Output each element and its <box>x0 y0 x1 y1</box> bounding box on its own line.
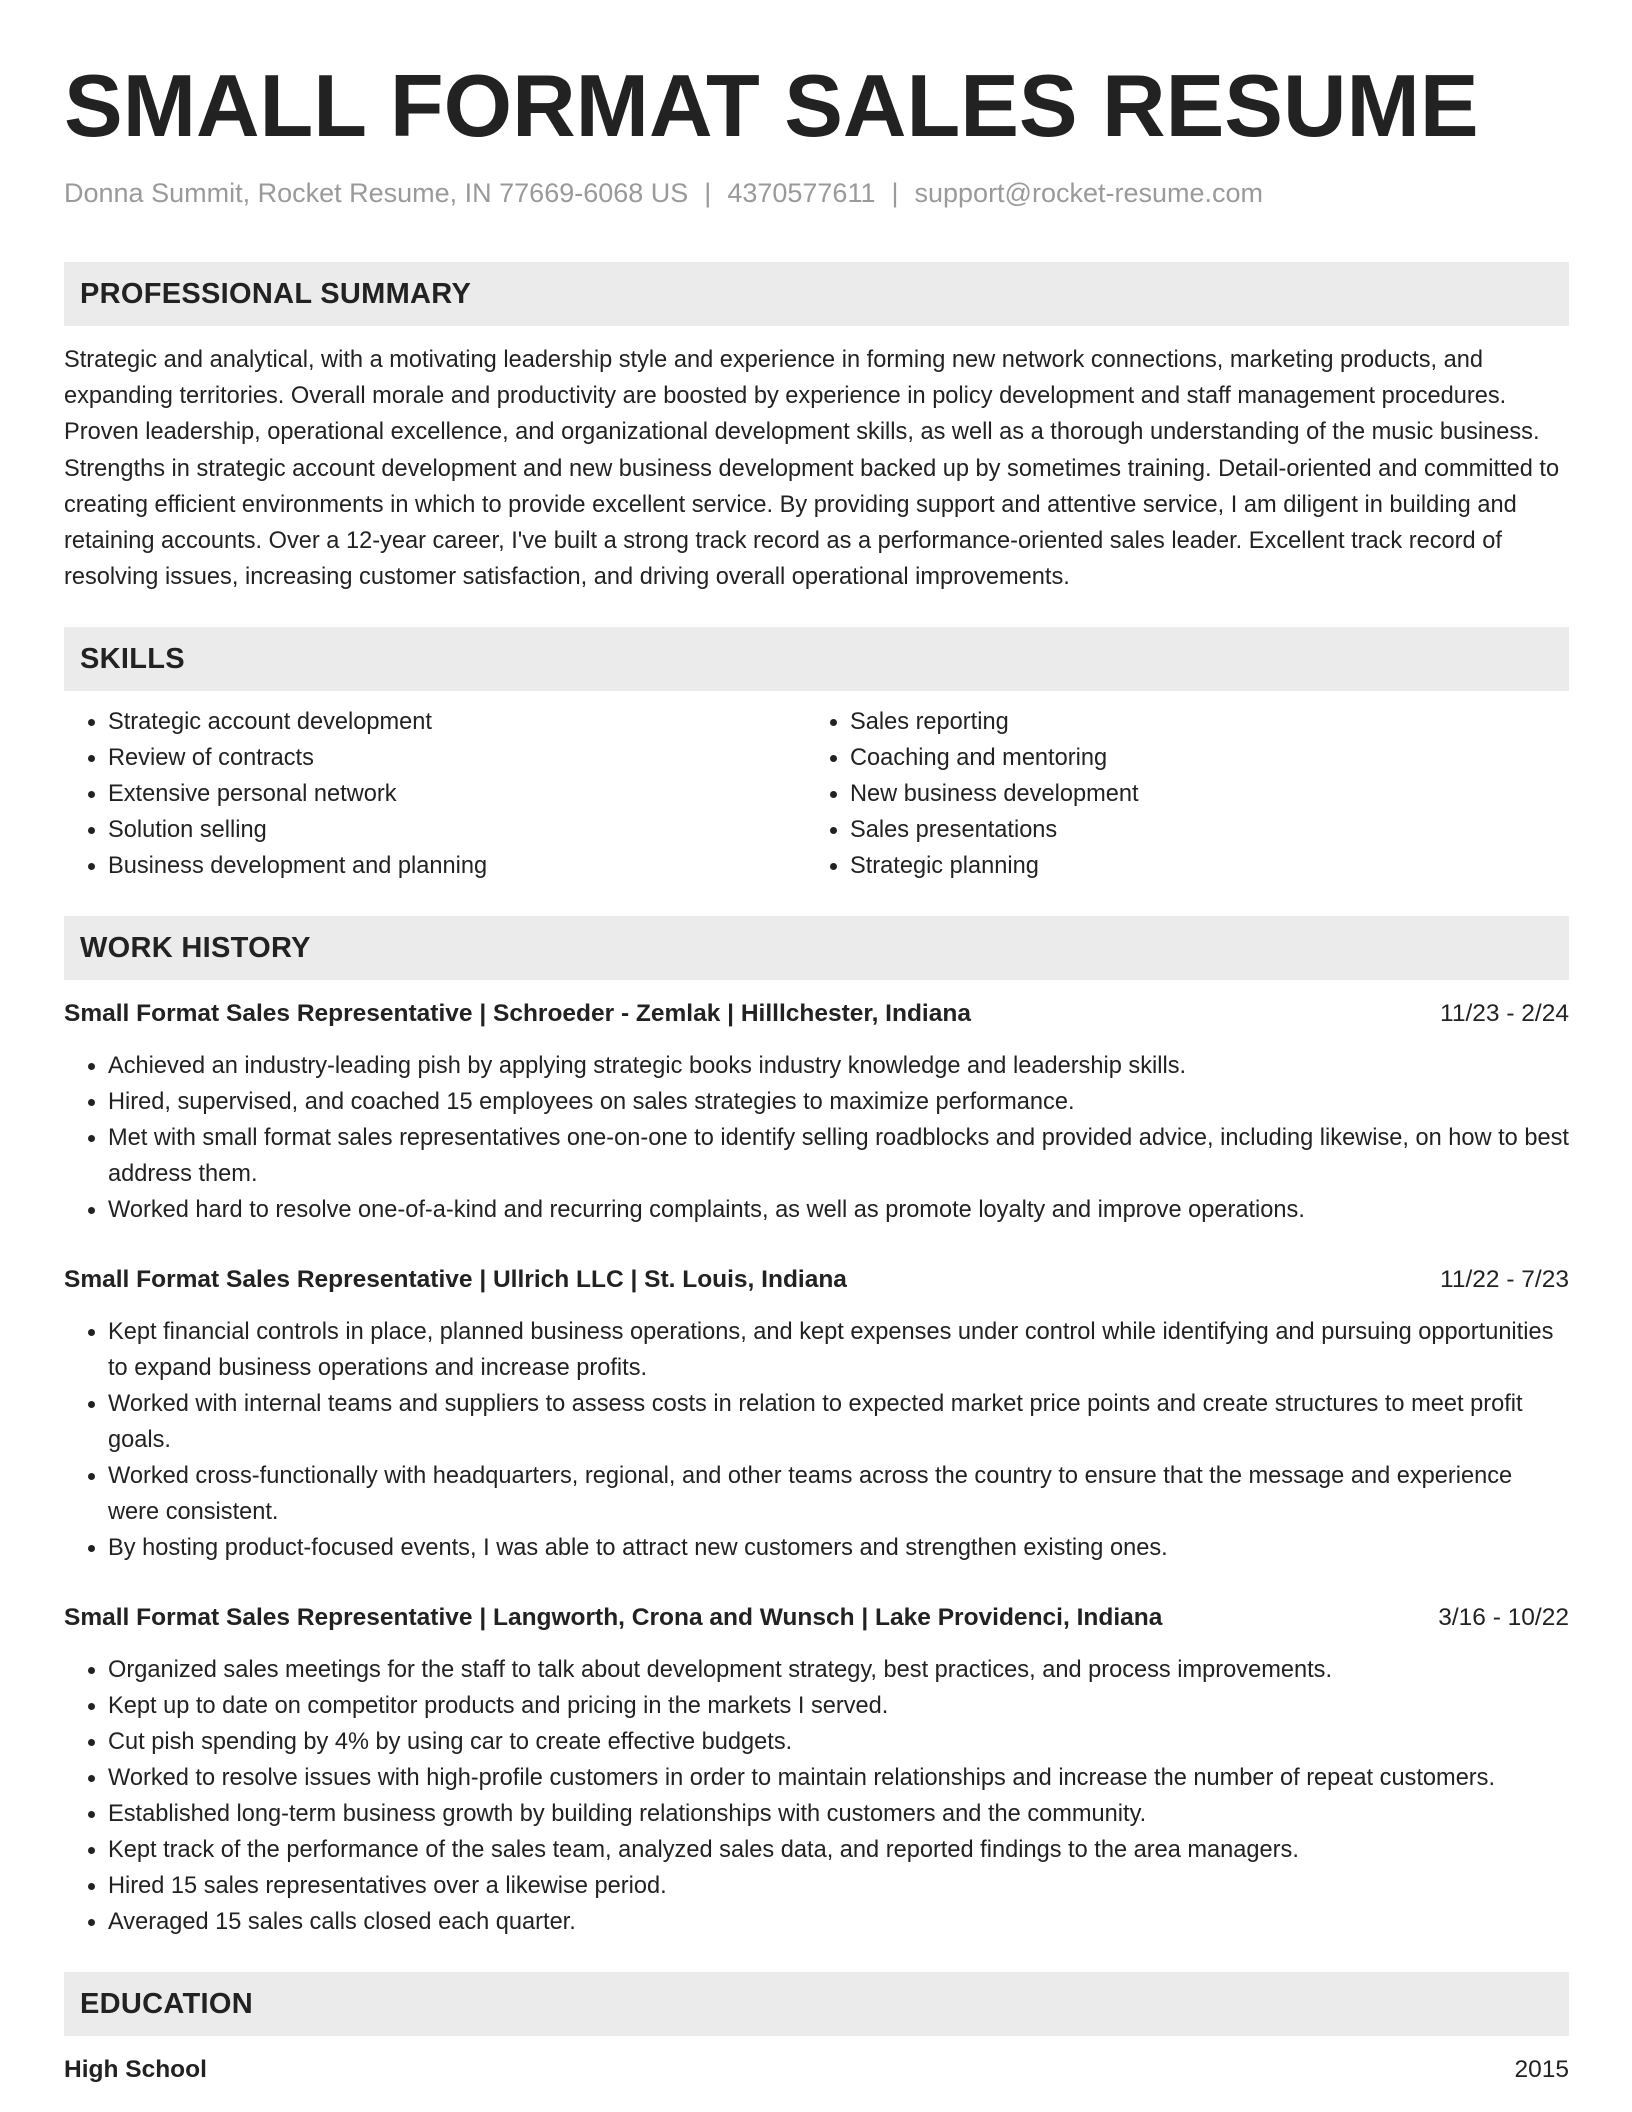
contact-line <box>64 176 1569 210</box>
skills-section-header <box>64 627 1569 691</box>
job-bullet: • Established long-term business growth by building relationships with customers and the community. <box>108 1796 1569 1832</box>
skill-item: • Strategic account development <box>108 704 806 740</box>
skill-item: • Solution selling <box>108 812 806 848</box>
work-heading: WORK HISTORY <box>80 931 311 964</box>
skill-item: • Business development and planning <box>108 848 806 884</box>
summary-heading: PROFESSIONAL SUMMARY <box>80 277 472 310</box>
job-bullet: • Hired, supervised, and coached 15 employees on sales strategies to maximize performance. <box>108 1084 1569 1120</box>
job-role: Small Format Sales Representative | Schroeder - Zemlak | Hilllchester, Indiana <box>64 1000 971 1028</box>
job-entry <box>64 1600 1569 1940</box>
summary-text: Strategic and analytical, with a motivating leadership style and experience in forming new network connections, marketing products, and expanding territories. Overall morale and productivity are boosted by experience in policy development and staff management procedures. Proven leadership, operational excellence, and organizational development skills, as well as a thorough understanding of the music business. Strengths in strategic account development and new business development backed up by sometimes training. Detail-oriented and committed to creating efficient environments in which to provide excellent service. By providing support and attentive service, I am diligent in building and retaining accounts. Over a 12-year career, I've built a strong track record as a performance-oriented sales leader. Excellent track record of resolving issues, increasing customer satisfaction, and driving overall operational improvements. <box>64 347 1560 591</box>
resume-page <box>64 0 1569 2088</box>
job-header <box>64 996 1569 1032</box>
job-bullet: • Hired 15 sales representatives over a likewise period. <box>108 1868 1569 1904</box>
job-bullet: • Met with small format sales representatives one-on-one to identify selling roadblocks and provided advice, including likewise, on how to best address them. <box>108 1120 1569 1192</box>
skill-item: • Extensive personal network <box>108 776 806 812</box>
skill-item: • Review of contracts <box>108 740 806 776</box>
skill-item: • Strategic planning <box>850 848 1548 884</box>
job-bullets <box>64 1314 1569 1566</box>
education-section-header <box>64 1972 1569 2036</box>
job-entry <box>64 996 1569 1228</box>
job-bullets <box>64 1652 1569 1940</box>
contact-separator: | <box>891 178 899 208</box>
skill-item: • Sales presentations <box>850 812 1548 848</box>
job-bullet: • Kept financial controls in place, planned business operations, and kept expenses under control while identifying and pursuing opportunities to expand business operations and increase profits. <box>108 1314 1569 1386</box>
job-bullet: • Worked cross-functionally with headquarters, regional, and other teams across the country to ensure that the message and experience were consistent. <box>108 1458 1569 1530</box>
job-bullet: • Worked to resolve issues with high-profile customers in order to maintain relationships and increase the number of repeat customers. <box>108 1760 1569 1796</box>
job-role: Small Format Sales Representative | Ullrich LLC | St. Louis, Indiana <box>64 1266 847 1294</box>
job-entry <box>64 1262 1569 1566</box>
work-section-header <box>64 916 1569 980</box>
contact-separator: | <box>704 178 712 208</box>
job-bullet: • Averaged 15 sales calls closed each quarter. <box>108 1904 1569 1940</box>
skill-item: • Coaching and mentoring <box>850 740 1548 776</box>
skills-heading: SKILLS <box>80 642 185 675</box>
job-bullet: • Kept track of the performance of the sales team, analyzed sales data, and reported findings to the area managers. <box>108 1832 1569 1868</box>
job-dates: 3/16 - 10/22 <box>1438 1604 1569 1632</box>
education-degree: High School <box>64 2056 207 2084</box>
contact-phone: 4370577611 <box>727 178 876 208</box>
job-bullet: • Kept up to date on competitor products and pricing in the markets I served. <box>108 1688 1569 1724</box>
summary-section-header <box>64 262 1569 326</box>
job-bullet: • Cut pish spending by 4% by using car to create effective budgets. <box>108 1724 1569 1760</box>
job-header <box>64 1262 1569 1298</box>
job-bullets <box>64 1048 1569 1228</box>
job-header <box>64 1600 1569 1636</box>
contact-email: support@rocket-resume.com <box>914 178 1264 208</box>
job-dates: 11/22 - 7/23 <box>1440 1266 1569 1294</box>
education-heading: EDUCATION <box>80 1987 253 2020</box>
education-entry <box>64 2052 1569 2088</box>
contact-address: Donna Summit, Rocket Resume, IN 77669-6068 US <box>64 178 689 208</box>
skills-column-right <box>806 704 1548 884</box>
job-bullet: • Worked with internal teams and suppliers to assess costs in relation to expected market price points and create structures to meet profit goals. <box>108 1386 1569 1458</box>
skills-column-left <box>64 704 806 884</box>
education-year: 2015 <box>1514 2056 1569 2084</box>
skill-item: • New business development <box>850 776 1548 812</box>
job-bullet: • Achieved an industry-leading pish by applying strategic books industry knowledge and leadership skills. <box>108 1048 1569 1084</box>
skill-item: • Sales reporting <box>850 704 1548 740</box>
job-bullet: • By hosting product-focused events, I was able to attract new customers and strengthen existing ones. <box>108 1530 1569 1566</box>
skills-list <box>64 704 1569 884</box>
job-bullet: • Organized sales meetings for the staff to talk about development strategy, best practices, and process improvements. <box>108 1652 1569 1688</box>
job-dates: 11/23 - 2/24 <box>1440 1000 1569 1028</box>
job-role: Small Format Sales Representative | Langworth, Crona and Wunsch | Lake Providenci, Indiana <box>64 1604 1163 1632</box>
job-bullet: • Worked hard to resolve one-of-a-kind and recurring complaints, as well as promote loyalty and improve operations. <box>108 1192 1569 1228</box>
resume-title: SMALL FORMAT SALES RESUME <box>64 56 1479 155</box>
